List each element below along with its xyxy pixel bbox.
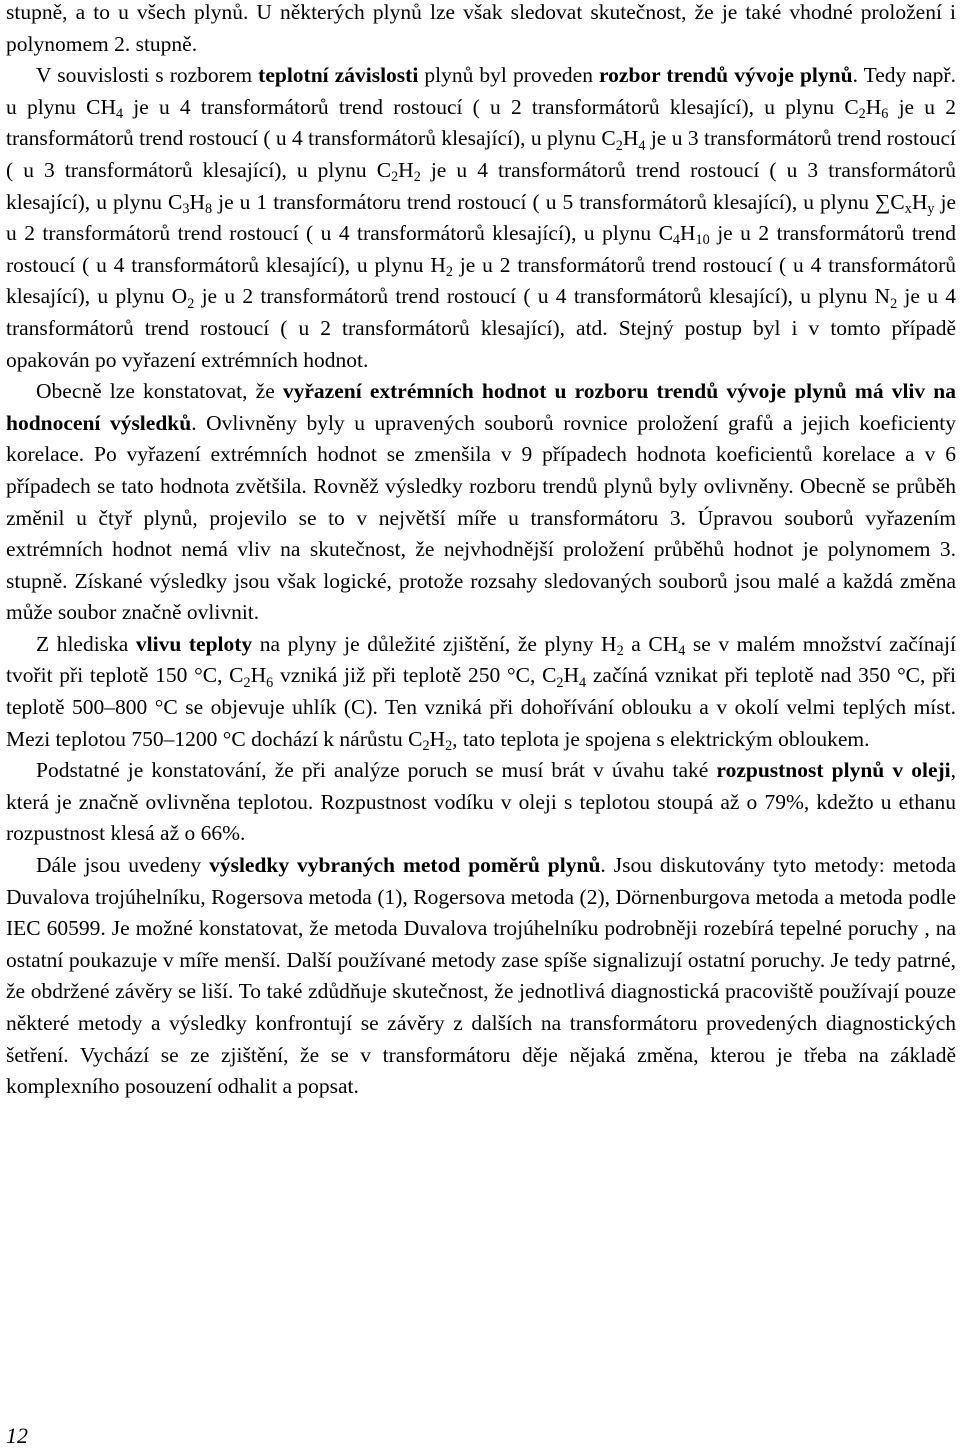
text-run: je u 4 transformátorů trend rostoucí ( u 2 transformátorů klesající), atd. Stejný postup byl i v tomto případě opakován po vyřazení extrémních hodnot.	[6, 284, 956, 372]
bold-text: výsledky vybraných metod poměrů plynů	[209, 853, 601, 878]
text-run: je u 2 transformátorů trend rostoucí ( u 4 transformátorů klesající), u plynu C	[6, 189, 956, 246]
text-run: Dále jsou uvedeny	[36, 853, 210, 878]
text-run: je u 2 transformátorů trend rostoucí ( u 4 transformátorů klesající), u plynu O	[6, 252, 956, 309]
paragraph-6	[6, 850, 956, 1103]
bold-text: rozpustnost plynů v oleji	[716, 758, 951, 783]
text-run: je u 4 transformátorů trend rostoucí ( u 3 transformátorů klesající), u plynu C	[6, 157, 956, 214]
text-run: vzniká již při teplotě 250 °C, C	[273, 663, 557, 688]
subscript: 2	[890, 295, 898, 312]
paragraph-5	[6, 755, 956, 850]
subscript: 4	[579, 674, 587, 691]
text-run: je u 2 transformátorů trend rostoucí ( u 4 transformátorů klesající), u plynu N	[194, 284, 891, 309]
body-text	[6, 0, 956, 1103]
text-run: na plyny je důležité zjištění, že plyny H	[252, 631, 617, 656]
subscript: 2	[445, 264, 453, 280]
text-run: Z hlediska	[36, 631, 136, 656]
text-run: je u 2 transformátorů trend rostoucí ( u 4 transformátorů klesající), u plynu C	[6, 94, 956, 151]
subscript: y	[927, 200, 935, 217]
text-run: H	[865, 94, 882, 119]
subscript: 10	[695, 232, 710, 249]
subscript: 2	[556, 674, 564, 691]
paragraph-3	[6, 376, 956, 629]
subscript: 2	[422, 737, 430, 754]
subscript: 2	[445, 737, 453, 754]
text-run: , která je značně ovlivněna teplotou. Rozpustnost vodíku v oleji s teplotou stoupá až o 79%, kdežto u ethanu rozpustnost klesá až o 66%.	[6, 758, 957, 846]
text-run: V souvislosti s rozborem	[36, 63, 259, 88]
subscript: 2	[616, 643, 624, 660]
text-run: se v malém množství začínají tvořit při teplotě 150 °C, C	[6, 631, 956, 688]
subscript: 6	[266, 674, 274, 691]
text-run: začíná vznikat při teplotě nad 350 °C, při teplotě 500–800 °C se objevuje uhlík (C). Ten vzniká při dohořívání oblouku a v okolí velmi teplých míst. Mezi teplotou 750–1200 °C dochází k nárůstu C	[6, 663, 957, 751]
subscript: 2	[615, 137, 623, 154]
paragraph-4	[6, 629, 956, 755]
text-run: Obecně lze konstatovat, že	[36, 379, 283, 404]
text-run: je u 4 transformátorů trend rostoucí ( u 2 transformátorů klesající), u plynu C	[123, 94, 859, 119]
text-run: stupně, a to u všech plynů. U některých plynů lze však sledovat skutečnost, že je také vhodné proložení i polynomem 2. stupně.	[6, 0, 956, 56]
subscript: 3	[182, 200, 190, 217]
subscript: 4	[678, 643, 686, 660]
bold-text: rozbor trendů vývoje plynů	[599, 63, 853, 88]
text-run: a CH	[623, 631, 679, 656]
subscript: 4	[638, 137, 646, 154]
paragraph-1	[6, 0, 956, 60]
text-run: . Ovlivněny byly u upravených souborů rovnice proložení grafů a jejich koeficienty korelace. Po vyřazení extrémních hodnot se zmenšila v 9 případech hodnota koeficientů korelace a v 6 případech se tato hodnota zvětšila. Rovněž výsledky rozboru trendů plynů byly ovlivněny. Obecně se průběh změnil u čtyř plynů, projevilo se to v největší míře u transformátoru 3. Úpravou souborů vyřazením extrémních hodnot nemá vliv na skutečnost, že nejvhodnější proložení průběhů hodnot je polynomem 3. stupně. Získané výsledky jsou však logické, protože rozsahy sledovaných souborů jsou malé a každá změna může soubor značně ovlivnit.	[6, 410, 956, 625]
text-run: , tato teplota je spojena s elektrickým obloukem.	[452, 726, 870, 751]
bold-text: teplotní závislosti	[258, 63, 419, 88]
text-run: H	[398, 157, 414, 182]
bold-text: vyřazení extrémních hodnot u rozboru trendů vývoje plynů má vliv na hodnocení výsledků	[6, 379, 957, 435]
subscript: 8	[204, 200, 213, 217]
subscript: 4	[672, 232, 681, 249]
subscript: 4	[115, 106, 124, 123]
text-run: je u 3 transformátorů trend rostoucí ( u 3 transformátorů klesající), u plynu C	[6, 126, 956, 182]
subscript: 2	[858, 106, 866, 123]
text-run: plynů byl proveden	[418, 63, 600, 88]
subscript: 2	[391, 169, 399, 186]
text-run: . Jsou diskutovány tyto metody: metoda Duvalova trojúhelníku, Rogersova metoda (1), Rogersova metoda (2), Dörnenburgova metoda a metoda podle IEC 60599. Je možné konstatovat, že metoda Duvalova trojúhelníku podrobněji rozebírá tepelné poruchy , na ostatní poukazuje v míře menší. Další používané metody zase spíše signalizují ostatní poruchy. Je tedy patrné, že obdržené závěry se liší. To také zdůdňuje skutečnost, že jednotlivá diagnostická pracoviště používají pouze některé metody a výsledky konfrontují se závěry z dalších na transformátoru provedených diagnostických šetření. Vychází se ze zjištění, že se v transformátoru děje nějaká změna, kterou je třeba na základě komplexního posouzení odhalit a popsat.	[6, 853, 956, 1099]
paragraph-2	[6, 60, 956, 376]
text-run: H	[680, 221, 696, 246]
text-run: H	[563, 663, 580, 688]
subscript: 6	[881, 106, 889, 123]
bold-text: vlivu teploty	[135, 631, 253, 656]
subscript: 2	[413, 169, 421, 186]
text-run: . Tedy např. u plynu CH	[6, 63, 956, 119]
text-run: je u 2 transformátorů trend rostoucí ( u 4 transformátorů klesající), u plynu H	[6, 221, 956, 277]
text-run: je u 1 transformátoru trend rostoucí ( u 5 transformátorů klesající), u plynu ∑C	[212, 189, 905, 214]
subscript: 2	[187, 295, 195, 312]
text-run: H	[911, 189, 928, 214]
text-run: Podstatné je konstatování, že při analýze poruch se musí brát v úvahu také	[36, 758, 717, 783]
text-run: H	[250, 663, 267, 688]
subscript: x	[904, 200, 912, 217]
text-run: H	[189, 189, 205, 214]
text-run: H	[429, 726, 446, 751]
page-number: 12	[6, 1423, 28, 1448]
text-run: H	[622, 126, 639, 151]
subscript: 2	[243, 674, 251, 691]
